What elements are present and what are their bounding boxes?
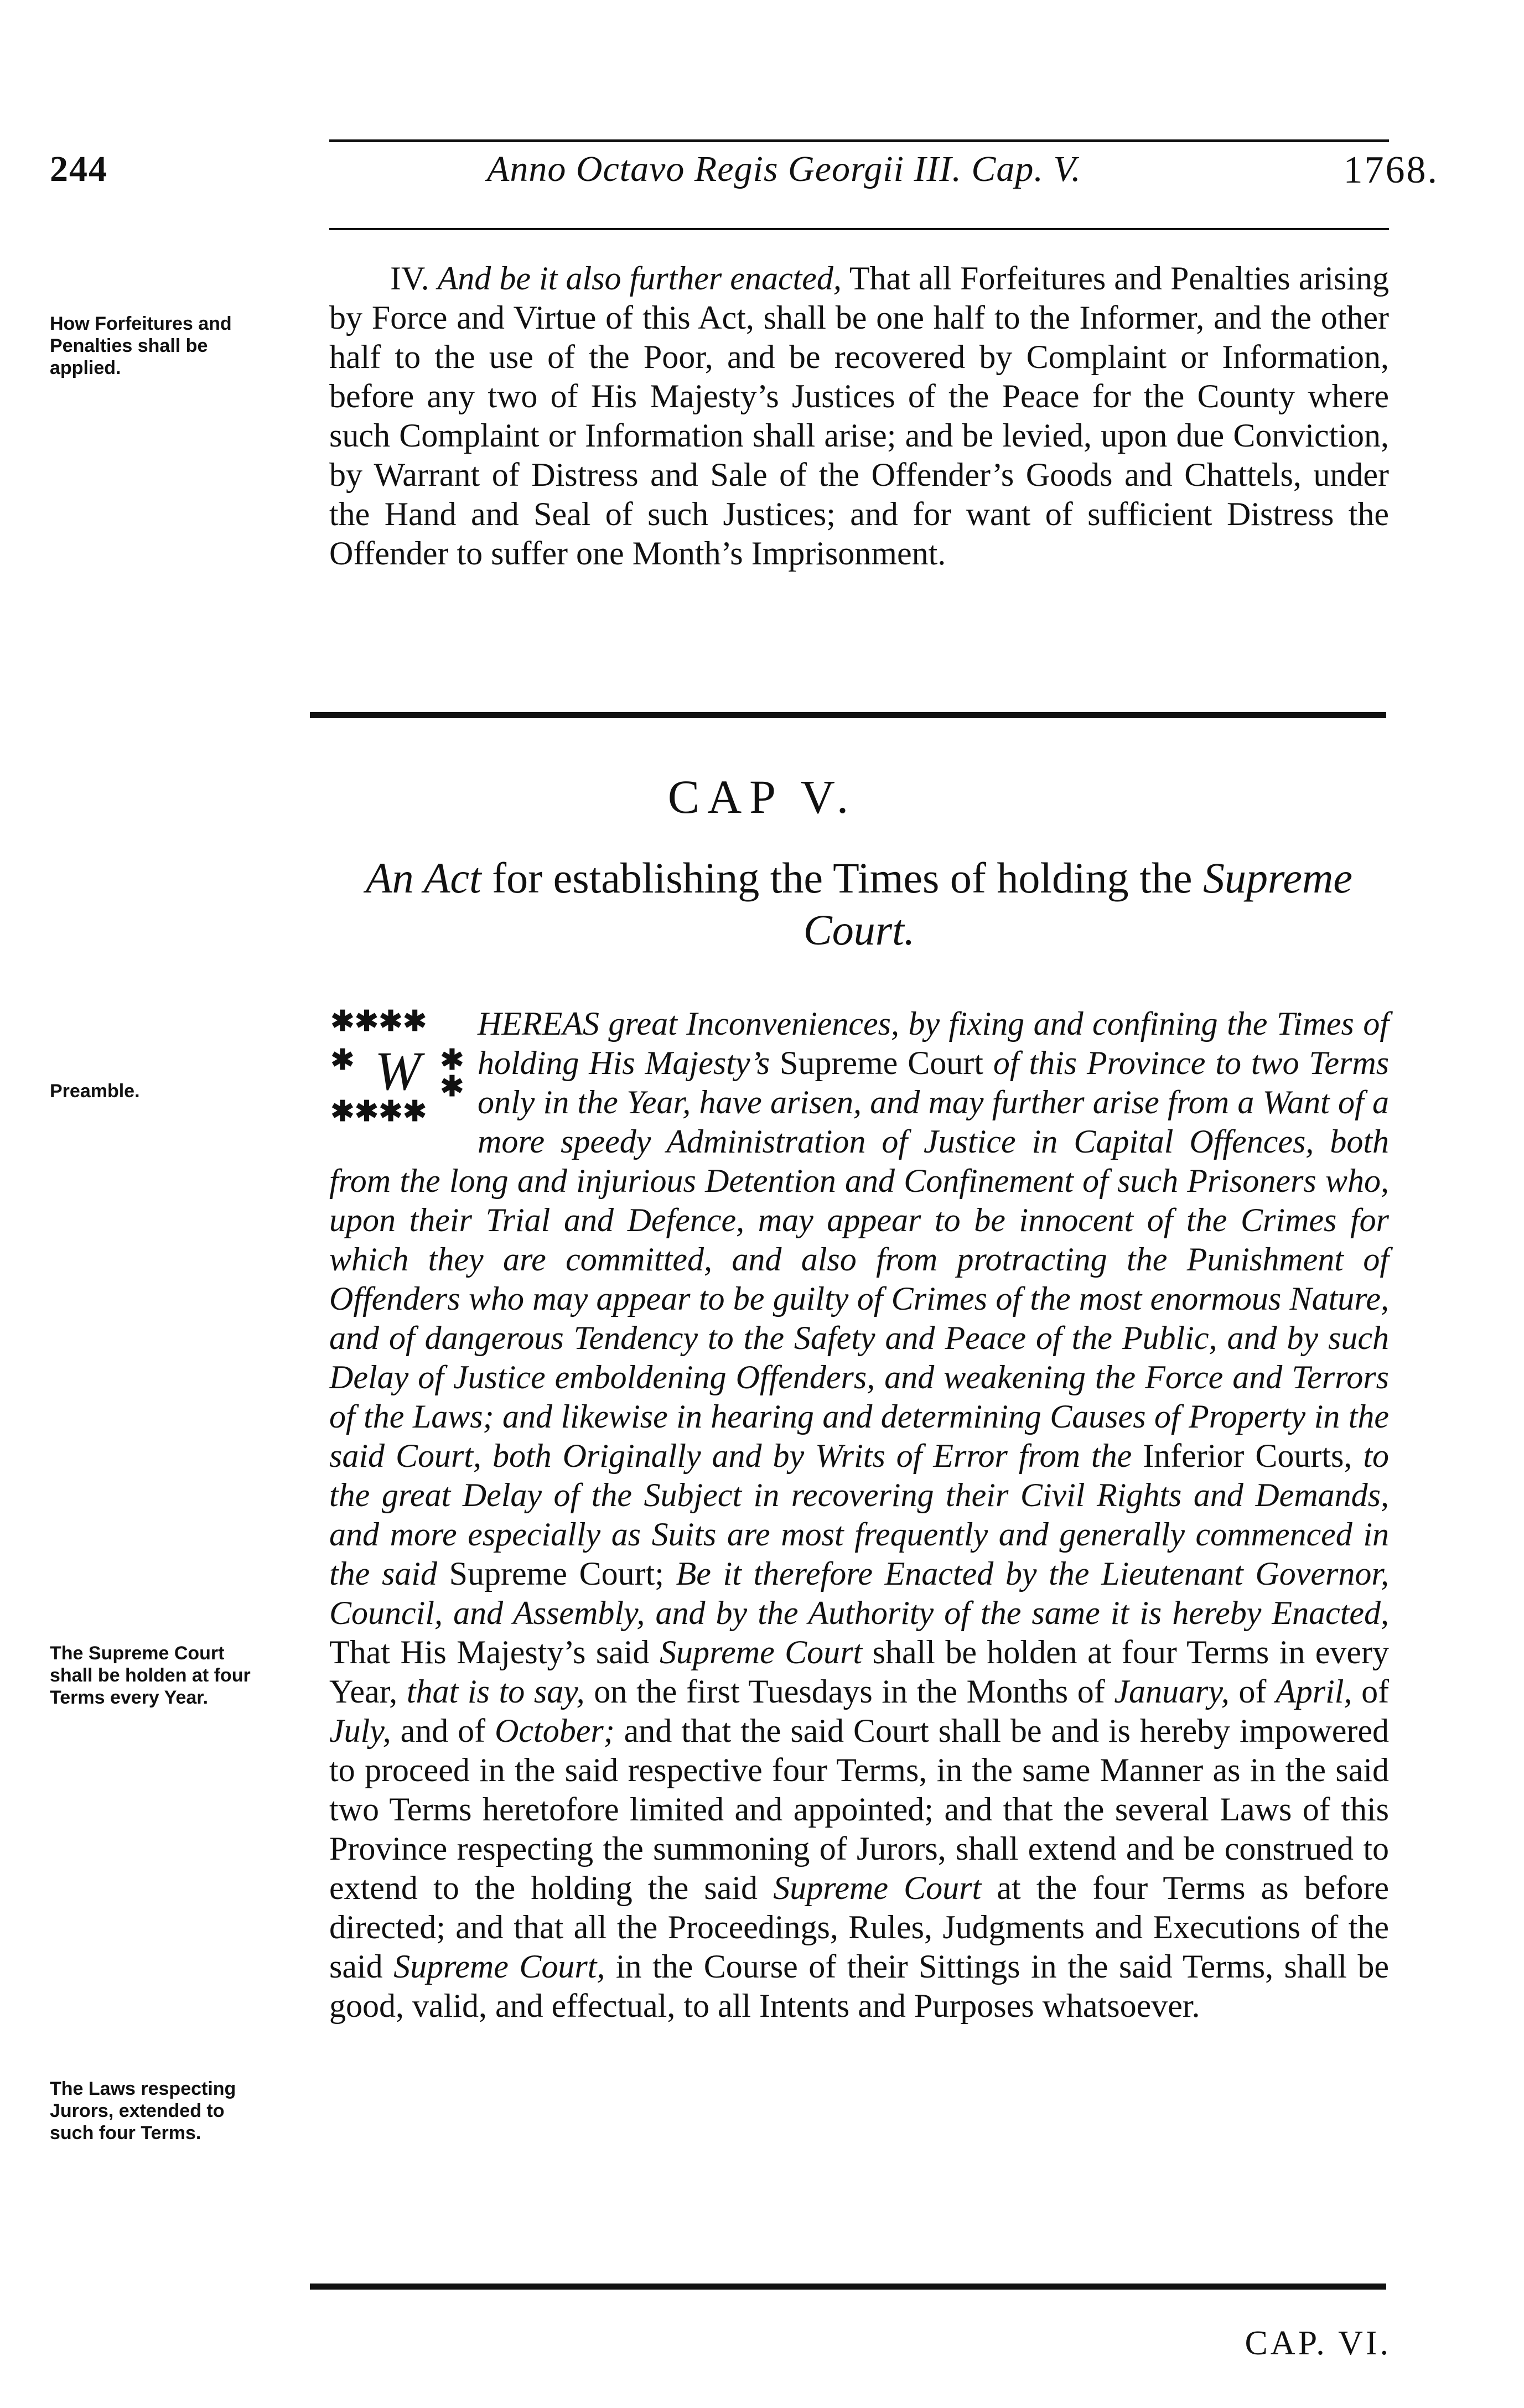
act-title-italic: An Act [365,854,481,902]
preamble-p3: of this Province to two Terms only in the Year, have arisen, and may further arise from a Want of a more speedy Administration of Justice in Capital Offences, both from the long and injurious Detention and Confinement of such Prisoners who, upon their Trial and Defence, may appear to be innocent of the Crimes for which they are committed, and also from protracting the Punishment of Offenders who may appear to be guilty of Crimes of the most enormous Nature, and of dangerous Tendency to the Safety and Peace of the Public, and by such Delay of Justice emboldening Offenders, and weakening the Force and Terrors of the Laws; and likewise in hearing and determining Causes of Property in the said Court, both Originally and by Writs of Error from the [329,1045,1390,1474]
act-title-text: for establishing the Times of holding the [492,854,1193,902]
section-divider [310,712,1386,718]
month-july: July, [329,1712,391,1749]
section-iv [329,259,1389,573]
preamble-p5: to the great Delay of the Subject in recovering their Civil Rights and Demands, and more especially as Suits are most frequently and generally commenced in the said [329,1437,1390,1592]
enactment-p24: in the Course of their Sittings in the said Terms, shall be good, valid, and effectual, to all Intents and Purposes whatsoever. [329,1948,1389,2024]
enactment-p23: Supreme Court, [393,1948,605,1985]
margin-note-forfeitures: How Forfeitures and Penalties shall be applied. [50,313,232,378]
catchword: CAP. VI. [1245,2324,1391,2362]
year: 1768. [1343,149,1439,191]
section-numeral: IV. [390,260,429,297]
margin-note-jurors: The Laws respecting Jurors, extended to such four Terms. [50,2078,236,2144]
act-title [329,852,1389,956]
enactment-p12: on the first Tuesdays in the Months of [594,1673,1105,1710]
preamble-p6: Supreme Court; [449,1555,664,1592]
top-rule [329,139,1389,142]
margin-note-preamble: Preamble. [50,1081,140,1102]
initial-letter: W [375,1040,421,1102]
preamble-p2: Supreme Court [780,1045,983,1081]
act-title-end: Supreme Court. [803,854,1352,954]
month-january: January, [1114,1673,1230,1710]
header-rule [329,228,1389,230]
chapter-heading: CAP V. [667,770,857,823]
enacting-clause: And be it also further enacted, [437,260,842,297]
preamble-p1: HEREAS great Inconveniences, by fixing and confining the Times of holding His Majesty’s [478,1005,1389,1081]
month-october: October; [495,1712,615,1749]
enacting-clause-main: Be it therefore Enacted by the Lieutenant Governor, Council, and Assembly, and by the Authority of the same it is hereby Enacted, [329,1555,1390,1631]
month-april: April, [1276,1673,1352,1710]
enactment-p10: shall be holden at four Terms in every Year, [329,1634,1390,1710]
enactment-p21: Supreme Court [773,1870,982,1906]
enactment-p16: of [1361,1673,1390,1710]
ornament-border-top [330,1008,427,1038]
enactment-p14: of [1238,1673,1267,1710]
enactment-p9: Supreme Court [659,1634,863,1670]
enactment-p20: and that the said Court shall be and is hereby impowered to proceed in the said respective four Terms, in the same Manner as in the said two Terms heretofore limited and appointed; and that the several Laws of this Province respecting the summoning of Jurors, shall extend and be construed to extend to the holding the said [329,1712,1390,1906]
svg-text:✱: ✱ [440,1044,464,1077]
svg-text:✱✱✱✱: ✱✱✱✱ [330,1008,427,1038]
preamble-p4: Inferior Courts, [1143,1437,1352,1474]
margin-note-four-terms: The Supreme Court shall be holden at four Terms every Year. [50,1643,251,1708]
page-number: 244 [50,149,108,189]
enactment-p8: That His Majesty’s said [329,1634,650,1670]
enactment-p18: and of [400,1712,486,1749]
bottom-divider [310,2284,1386,2290]
running-header [50,148,1439,204]
enactment-p22: at the four Terms as before directed; and that all the Proceedings, Rules, Judgments and Executions of the said [329,1870,1390,1985]
section-iv-text: That all Forfeitures and Penalties arising by Force and Virtue of this Act, shall be one half to the Informer, and the other half to the use of the Poor, and be recovered by Complaint or Information, before any two of His Majesty’s Justices of the Peace for the County where such Complaint or Information shall arise; and be levied, upon due Conviction, by Warrant of Distress and Sale of the Offender’s Goods and Chattels, under the Hand and Seal of such Justices; and for want of sufficient Distress the Offender to suffer one Month’s Imprisonment. [329,260,1390,572]
ornamental-initial-icon [329,1008,468,1127]
act-body [329,1004,1389,2026]
svg-text:✱: ✱ [440,1070,464,1103]
svg-text:✱✱✱✱: ✱✱✱✱ [330,1095,427,1127]
enactment-p11: that is to say, [406,1673,585,1710]
running-head: Anno Octavo Regis Georgii III. Cap. V. [487,149,1081,189]
svg-text:✱: ✱ [330,1044,355,1077]
